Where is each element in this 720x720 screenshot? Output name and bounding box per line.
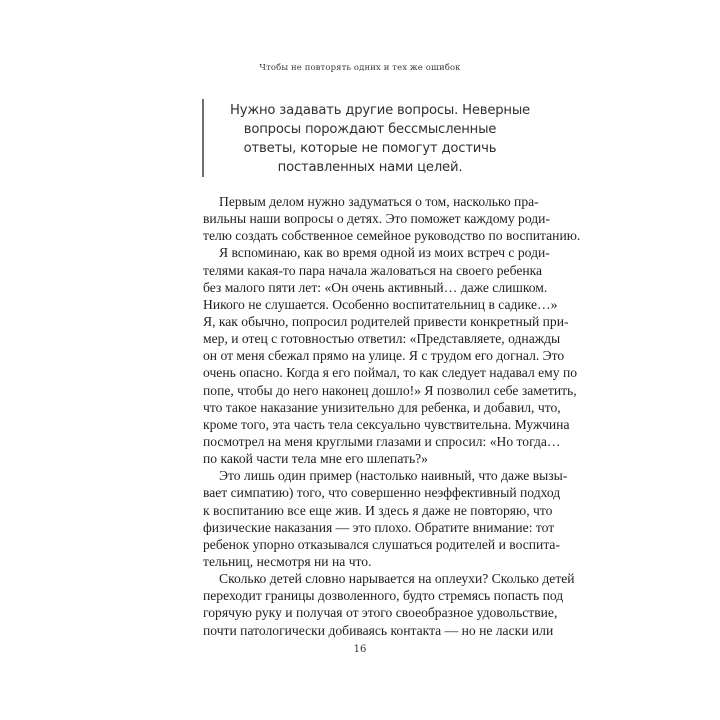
pull-quote-line: поставленных нами целей. xyxy=(277,160,463,175)
body-line: Я вспоминаю, как во время одной из моих встреч с роди- xyxy=(219,245,550,261)
body-line: по какой части тела мне его шлепать?» xyxy=(203,451,428,467)
body-line: горячую руку и получая от этого своеобразное удовольствие, xyxy=(203,605,558,621)
pull-quote-line: ответы, которые не помогут достичь xyxy=(243,141,497,156)
pull-quote-line: Нужно задавать другие вопросы. Неверные xyxy=(230,103,530,118)
body-line: Никого не слушается. Особенно воспитательниц в садике…» xyxy=(203,296,558,312)
body-text xyxy=(203,193,581,639)
body-line: Я, как обычно, попросил родителей привести конкретный при- xyxy=(203,313,569,329)
body-line: что такое наказание унизительно для ребенка, и добавил, что, xyxy=(203,399,561,415)
body-line: вает симпатию) того, что совершенно неэффективный подход xyxy=(203,485,561,501)
body-line: он от меня сбежал прямо на улице. Я с трудом его догнал. Это xyxy=(203,348,565,364)
body-line: очень опасно. Когда я его поймал, то как следует надавал ему по xyxy=(203,365,578,381)
body-line: ребенок упорно отказывался слушаться родителей и воспита- xyxy=(203,536,560,552)
pull-quote xyxy=(202,99,530,177)
running-head: Чтобы не повторять одних и тех же ошибок xyxy=(259,63,461,73)
body-line: посмотрел на меня круглыми глазами и спросил: «Но тогда… xyxy=(203,433,561,449)
body-line: Первым делом нужно задуматься о том, насколько пра- xyxy=(219,194,539,209)
pull-quote-line: вопросы порождают бессмысленные xyxy=(243,122,497,137)
pull-quote-text xyxy=(230,101,530,177)
body-line: тельниц, несмотря ни на что. xyxy=(203,553,372,569)
body-line: вильны наши вопросы о детях. Это поможет каждому роди- xyxy=(203,211,550,227)
quote-bar xyxy=(202,99,204,177)
body-line: телями какая-то пара начала жаловаться на своего ребенка xyxy=(203,262,543,278)
page-number: 16 xyxy=(353,644,367,655)
body-line: мер, и отец с готовностью ответил: «Представляете, однажды xyxy=(203,331,561,347)
body-line: Это лишь один пример (настолько наивный, что даже вызы- xyxy=(219,468,568,484)
body-line: к воспитанию все еще жив. И здесь я даже не повторяю, что xyxy=(203,502,553,518)
body-line: попе, чтобы до него наконец дошло!» Я позволил себе заметить, xyxy=(203,382,577,398)
body-line: без малого пяти лет: «Он очень активный… даже слишком. xyxy=(203,279,548,295)
body-line: физические наказания — это плохо. Обратите внимание: тот xyxy=(203,519,555,535)
body-line: почти патологически добиваясь контакта — но не ласки или xyxy=(203,622,554,638)
body-line: переходит границы дозволенного, будто стремясь попасть под xyxy=(203,588,564,604)
body-line: Сколько детей словно нарывается на оплеухи? Сколько детей xyxy=(219,571,575,587)
body-line: кроме того, эта часть тела сексуально чувствительна. Мужчина xyxy=(203,416,570,432)
body-line: телю создать собственное семейное руководство по воспитанию. xyxy=(203,228,581,244)
